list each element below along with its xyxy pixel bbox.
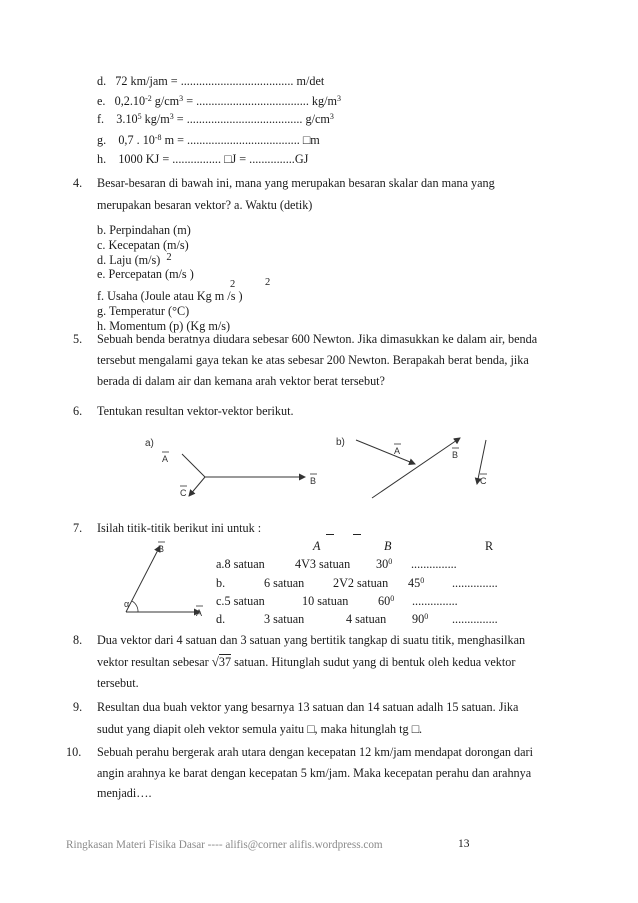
q7-row-d-c2: 4 satuan [346,612,387,626]
fig-a-label-C: C [180,488,187,498]
q5-line2: tersebut mengalami gaya tekan ke atas sebesar 200 Newton. Berapakah berat benda, jika [97,353,529,367]
q4-line2: merupakan besaran vektor? a. Waktu (detik) [97,198,313,212]
q9-line1: Resultan dua buah vektor yang besarnya 13 satuan dan 14 satuan adalh 15 satuan. Jika [97,700,519,714]
q7-row-b-c2: 2V2 satuan [333,576,389,590]
q6-figure-a [140,432,340,507]
q9-line2: sudut yang diapit oleh vektor semula yaitu □, maka hitunglah tg □. [97,722,423,736]
fig-a-vector-c [189,477,205,496]
q10-line2: angin arahnya ke barat dengan kecepatan 5 km/jam. Maka kecepatan perahu dan arahnya [97,766,532,780]
fig-b-label-C: C [480,476,487,486]
q10-number: 10. [66,745,82,759]
page-number: 13 [458,838,470,850]
q7-text: Isilah titik-titik berikut ini untuk : [97,521,262,535]
q7-row-b-c3: $45^0$ [408,576,425,590]
q5-line1: Sebuah benda beratnya diudara sebesar 600 Newton. Jika dimasukkan ke dalam air, benda [97,332,538,346]
q7-row-c-c3: $60^0$ [378,594,395,608]
q7-row-a-c2: 4V3 satuan [295,557,351,571]
fig-b-label-A: A [394,446,401,456]
fig-b-label: b) [336,437,345,448]
q7-row-b-c1: b. [216,576,226,590]
q5-number: 5. [73,332,83,346]
q6-figure-b [330,428,500,508]
q5-line3: berada di dalam air dan kemana arah vektor berat tersebut? [97,374,385,388]
q9-number: 9. [73,700,83,714]
q7-head-R: R [485,539,494,553]
conversion-e: e. $0,2.10^{-2}$ $g/cm^3$ = ..................................... $kg/m^3$ [97,94,341,108]
q7-row-d-c1b: 3 satuan [264,612,305,626]
q7-fig-label-B: B [158,544,165,554]
fig-b-label-B: B [452,450,459,460]
q7-row-c-c1: c.5 satuan [216,594,265,608]
q8-line3: tersebut. [97,676,139,690]
q7-alpha: α [124,599,130,609]
q7-row-d-c3: $90^0$ [412,612,429,626]
q4-item-g: g. Temperatur (°C) [97,304,190,318]
q7-row-b-c4: ............... [452,576,498,590]
q4-exp-2a: 2 [230,279,236,290]
q6-number: 6. [73,404,83,418]
conversion-h: h. 1000 KJ = ................ □J = ...............GJ [97,152,309,166]
conversion-g: g. 0,7 . $10^{-8}$ m = ..................................... □m [97,133,320,147]
q7-row-a-c1: a.8 satuan [216,557,265,571]
q4-item-c: c. Kecepatan (m/s) [97,238,189,252]
q4-item-b: b. Perpindahan (m) [97,223,191,237]
q7-row-d-c1: d. [216,612,226,626]
q7-overline-A [326,534,334,537]
q7-head-B: B [384,539,392,553]
q4-item-h: h. Momentum (p) (Kg m/s) [97,319,231,333]
fig-a-vector-a-line [182,454,205,477]
fig-b-vector-b [372,438,460,498]
q7-head-A: A [313,539,321,553]
footer-text: Ringkasan Materi Fisika Dasar ---- alifis@corner alifis.wordpress.com [66,839,383,851]
q10-line1: Sebuah perahu bergerak arah utara dengan kecepatan 12 km/jam mendapat dorongan dari [97,745,533,759]
q4-exp-2b: 2 [265,277,271,288]
q4-item-e: e. Percepatan (m/s ) [97,267,194,281]
fig-a-label-A: A [162,454,169,464]
q7-overline-B [353,534,361,537]
q7-row-d-c4: ............... [452,612,498,626]
q6-text: Tentukan resultan vektor-vektor berikut. [97,404,294,418]
fig-a-label-B: B [310,476,317,486]
q7-row-c-c2: 10 satuan [302,594,349,608]
q8-number: 8. [73,633,83,647]
conversion-d: d. 72 km/jam = ..................................... m/det [97,74,325,88]
q7-number: 7. [73,521,83,535]
q7-row-b-c1b: 6 satuan [264,576,305,590]
q7-fig-label-A: A [196,608,203,618]
q10-line3: menjadi…. [97,786,152,800]
q7-vector-b [126,546,160,612]
q4-item-d: d. Laju (m/s) $^2$ [97,252,172,267]
q7-row-c-c4: ............... [412,594,458,608]
q8-line2: vektor resultan sebesar √37 satuan. Hitunglah sudut yang di bentuk oleh kedua vektor [97,654,516,669]
q4-line1: Besar-besaran di bawah ini, mana yang merupakan besaran skalar dan mana yang [97,176,495,190]
q4-item-f: f. Usaha (Joule atau Kg m /s ) [97,289,243,303]
fig-b-vector-a [356,440,415,464]
fig-a-label: a) [145,438,154,449]
q8-line1: Dua vektor dari 4 satuan dan 3 satuan yang bertitik tangkap di suatu titik, menghasilkan [97,633,526,647]
q7-figure [110,536,210,622]
q7-row-a-c4: ............... [411,557,457,571]
q7-row-a-c3: $30^0$ [376,557,393,571]
q4-number: 4. [73,176,83,190]
conversion-f: f. 3.10$^5$ $kg/m^3$ = ...................................... $g/cm^3$ [97,112,334,126]
